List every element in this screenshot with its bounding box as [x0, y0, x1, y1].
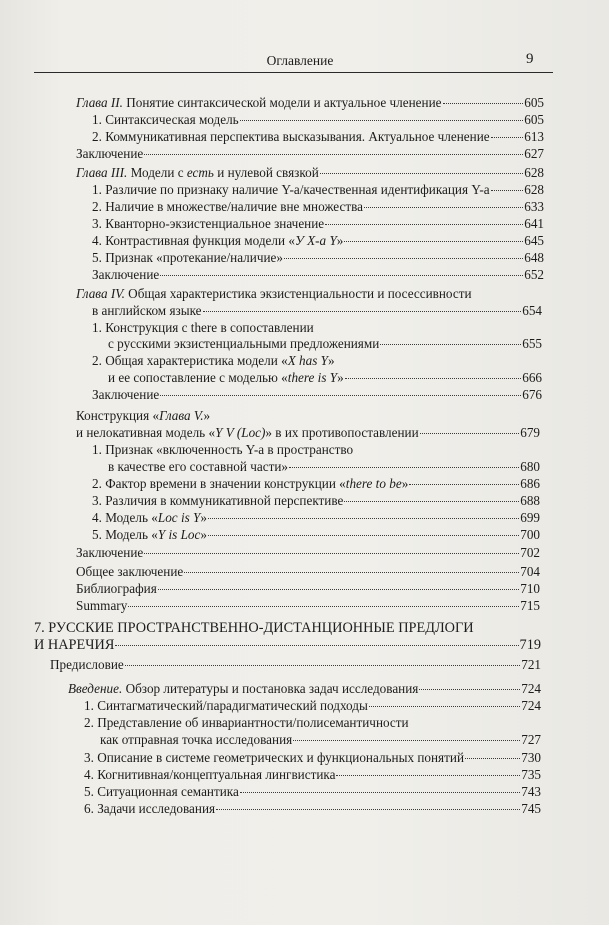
dot-leader: [144, 552, 519, 554]
toc-entry-text: 1. Различие по признаку наличие Y-а/качественная идентификация Y-а: [92, 182, 490, 197]
toc-page-number: 702: [520, 545, 540, 560]
toc-entry-title: [92, 476, 408, 492]
toc-entry-text: Библиография: [76, 581, 157, 596]
toc-entry-italic: Введение.: [68, 681, 123, 696]
toc-entry-text: Обзор литературы и постановка задач исследования: [122, 681, 419, 696]
toc-entry-title: [92, 320, 314, 335]
dot-leader: [336, 774, 520, 776]
dot-leader: [208, 534, 519, 536]
toc-entry-text: Заключение: [76, 146, 144, 161]
dot-leader: [203, 310, 522, 312]
toc-entry-title: [76, 408, 210, 423]
toc-entry-text: 4. Когнитивная/концептуальная лингвистика: [84, 767, 336, 782]
toc-page-number: 641: [524, 216, 544, 231]
toc-entry-text: 7. РУССКИЕ ПРОСТРАНСТВЕННО-ДИСТАНЦИОННЫЕ ПРЕДЛОГИ: [34, 620, 474, 636]
dot-leader: [369, 705, 520, 707]
toc-entry-text: 1. Синтаксическая модель: [92, 112, 239, 127]
toc-entry-text: 3. Кванторно-экзистенциальное значение: [92, 216, 325, 231]
toc-entry-italic: Глава IV.: [76, 286, 125, 301]
toc-entry-title: [100, 732, 292, 748]
toc-entry-text: »: [200, 527, 207, 542]
toc-entry-text: и нелокативная модель «: [76, 425, 216, 440]
dot-leader: [380, 343, 521, 345]
toc-entry-text: 5. Модель «: [92, 527, 158, 542]
toc-entry-title: [76, 165, 319, 181]
toc-entry-text: Общая характеристика экзистенциальности и посессивности: [124, 286, 472, 301]
toc-entry-title: [92, 303, 202, 319]
toc-entry-italic: Глава II.: [76, 95, 123, 110]
toc-entry-text: и ее сопоставление с моделью «: [108, 370, 288, 385]
toc-page-number: 724: [521, 681, 541, 696]
toc-entry-text: »: [401, 476, 409, 491]
toc-entry-title: [76, 564, 183, 580]
toc-page-number: 699: [520, 510, 540, 525]
toc-entry-text: 4. Контрастивная функция модели «: [92, 233, 295, 248]
dot-leader: [419, 688, 520, 690]
toc-entry-italic: Глава V.: [159, 408, 204, 423]
toc-entry-title: [108, 459, 288, 475]
toc-page-number: 688: [520, 493, 540, 508]
dot-leader: [325, 223, 523, 225]
toc-entry[interactable]: [92, 442, 353, 458]
dot-leader: [144, 153, 523, 155]
toc-entry-italic: there is Y: [287, 370, 338, 385]
toc-page-number: 627: [524, 146, 544, 161]
toc-entry[interactable]: [108, 459, 540, 475]
toc-entry[interactable]: [92, 267, 544, 283]
toc-entry[interactable]: [92, 233, 544, 249]
toc-entry-text: в качестве его составной части»: [108, 459, 289, 474]
toc-page-number: 743: [521, 784, 541, 799]
toc-entry-title: [84, 801, 215, 817]
toc-entry-title: [84, 767, 335, 783]
toc-entry[interactable]: [68, 681, 541, 697]
toc-entry-title: [92, 510, 207, 526]
dot-leader: [491, 189, 524, 191]
toc-entry-title: [76, 545, 143, 561]
toc-entry-text: 3. Описание в системе геометрических и функциональных понятий: [84, 750, 465, 765]
toc-entry-title: [92, 112, 239, 128]
toc-entry-text: »: [328, 353, 335, 368]
toc-entry-text: 6. Задачи исследования: [84, 801, 216, 816]
toc-entry-text: » в их противопоставлении: [265, 425, 419, 440]
dot-leader: [240, 119, 524, 121]
toc-entry[interactable]: [92, 112, 544, 128]
dot-leader: [115, 644, 518, 646]
toc-entry-title: [92, 442, 353, 457]
toc-entry[interactable]: [76, 286, 472, 302]
toc-entry-title: [76, 425, 419, 441]
toc-page-number: 680: [520, 459, 540, 474]
toc-entry-text: 4. Модель «: [92, 510, 158, 525]
toc-entry[interactable]: [92, 303, 542, 319]
toc-entry-italic: Глава III.: [76, 165, 128, 180]
dot-leader: [184, 571, 519, 573]
dot-leader: [160, 394, 521, 396]
toc-entry-title: [76, 286, 472, 301]
toc-entry-title: [68, 681, 418, 697]
toc-entry-title: [84, 784, 239, 800]
toc-entry-text: и нулевой связкой: [213, 165, 319, 180]
toc-page-number: 745: [521, 801, 541, 816]
toc-page-number: 704: [520, 564, 540, 579]
toc-entry-text: 2. Фактор времени в значении конструкции «: [92, 476, 346, 491]
toc-page-number: 605: [524, 95, 544, 110]
toc-page-number: 710: [520, 581, 540, 596]
toc-entry[interactable]: [92, 199, 544, 215]
toc-entry[interactable]: [92, 129, 544, 145]
dot-leader: [289, 466, 519, 468]
toc-entry-text: 2. Общая характеристика модели «: [92, 353, 288, 368]
toc-entry-text: Понятие синтаксической модели и актуальное членение: [122, 95, 442, 110]
toc-entry-italic: there to be: [345, 476, 402, 491]
toc-page-number: 654: [522, 303, 542, 318]
toc-entry[interactable]: [92, 216, 544, 232]
toc-entry[interactable]: [76, 408, 210, 424]
toc-entry-text: »: [337, 370, 344, 385]
dot-leader: [420, 432, 520, 434]
toc-entry-title: [92, 387, 159, 403]
toc-entry-text: Заключение: [76, 545, 144, 560]
toc-entry-text: Заключение: [92, 387, 160, 402]
toc-entry[interactable]: [34, 637, 541, 653]
toc-entry-italic: Y is Loc: [157, 527, 201, 542]
toc-entry-title: [84, 750, 464, 766]
toc-entry[interactable]: [84, 715, 409, 731]
toc-entry[interactable]: [76, 146, 544, 162]
toc-page-number: 652: [524, 267, 544, 282]
toc-page-number: 645: [524, 233, 544, 248]
toc-entry[interactable]: [76, 165, 544, 181]
toc-entry[interactable]: [92, 353, 335, 369]
toc-page-number: 613: [524, 129, 544, 144]
toc-entry[interactable]: [76, 598, 540, 614]
toc-page-number: 605: [524, 112, 544, 127]
toc-entry-text: 1. Конструкция с there в сопоставлении: [92, 320, 314, 335]
toc-entry-italic: Loc is Y: [157, 510, 201, 525]
toc-entry-italic: У Х-а Y: [294, 233, 337, 248]
toc-entry-title: [84, 698, 368, 714]
dot-leader: [364, 206, 523, 208]
toc-entry-title: [34, 620, 474, 636]
toc-entry-italic: Y V (Loc): [215, 425, 266, 440]
dot-leader: [344, 240, 523, 242]
toc-entry[interactable]: [92, 182, 544, 198]
toc-entry-text: Модели с: [127, 165, 187, 180]
toc-page-number: 628: [524, 165, 544, 180]
toc-entry-text: 2. Коммуникативная перспектива высказывания. Актуальное членение: [92, 129, 490, 144]
toc-entry[interactable]: [92, 250, 544, 266]
toc-page-number: 648: [524, 250, 544, 265]
toc-entry[interactable]: [108, 336, 542, 352]
toc-entry-title: [108, 336, 379, 352]
dot-leader: [208, 517, 519, 519]
toc-entry-title: [92, 129, 490, 145]
toc-entry-text: в английском языке: [92, 303, 202, 318]
toc-entry[interactable]: [84, 784, 541, 800]
dot-leader: [409, 483, 519, 485]
toc-entry-text: »: [336, 233, 344, 248]
toc-entry[interactable]: [76, 581, 540, 597]
running-header-title: Оглавление: [266, 53, 334, 68]
toc-page-number: 721: [521, 657, 541, 672]
dot-leader: [216, 808, 520, 810]
toc-page-number: 679: [520, 425, 540, 440]
toc-entry[interactable]: [108, 370, 542, 386]
toc-entry-text: И НАРЕЧИЯ: [34, 637, 115, 653]
toc-entry[interactable]: [76, 95, 544, 111]
toc-page-number: 727: [521, 732, 541, 747]
dot-leader: [293, 739, 520, 741]
toc-entry-title: [92, 527, 207, 543]
toc-entry[interactable]: [84, 698, 541, 714]
dot-leader: [491, 136, 524, 138]
toc-entry-text: »: [200, 510, 207, 525]
dot-leader: [284, 257, 523, 259]
toc-entry-title: [92, 493, 343, 509]
toc-entry-italic: есть: [186, 165, 214, 180]
toc-entry-title: [76, 146, 143, 162]
toc-entry[interactable]: [100, 732, 541, 748]
toc-entry-text: 3. Различия в коммуникативной перспективе: [92, 493, 344, 508]
toc-entry-title: [92, 216, 324, 232]
toc-page-number: 655: [522, 336, 542, 351]
toc-entry[interactable]: [50, 657, 541, 673]
toc-entry-title: [108, 370, 344, 386]
dot-leader: [240, 791, 520, 793]
toc-entry[interactable]: [76, 425, 540, 441]
toc-entry-title: [92, 353, 335, 368]
toc-entry-title: [76, 598, 127, 614]
toc-page-number: 633: [524, 199, 544, 214]
dot-leader: [125, 664, 520, 666]
toc-entry[interactable]: [76, 564, 540, 580]
toc-entry-text: »: [203, 408, 211, 423]
toc-entry[interactable]: [92, 387, 542, 403]
toc-entry[interactable]: [84, 767, 541, 783]
toc-entry-title: [92, 199, 363, 215]
toc-entry-title: [34, 637, 114, 653]
toc-entry-text: Заключение: [92, 267, 160, 282]
toc-entry-text: 2. Наличие в множестве/наличие вне множества: [92, 199, 364, 214]
toc-entry[interactable]: [92, 527, 540, 543]
dot-leader: [344, 500, 519, 502]
toc-page-number: 735: [521, 767, 541, 782]
toc-entry[interactable]: [34, 619, 474, 637]
toc-entry-text: 5. Признак «протекание/наличие»: [92, 250, 283, 265]
toc-entry-text: Summary: [76, 598, 128, 613]
toc-entry-italic: X has Y: [287, 353, 329, 368]
toc-page-number: 628: [524, 182, 544, 197]
toc-entry-title: [92, 182, 490, 198]
toc-page-number: 719: [519, 637, 541, 653]
dot-leader: [443, 102, 524, 104]
toc-entry[interactable]: [84, 801, 541, 817]
toc-entry-title: [92, 250, 283, 266]
toc-entry-title: [92, 267, 159, 283]
toc-entry-title: [76, 95, 442, 111]
toc-page-number: 676: [522, 387, 542, 402]
dot-leader: [320, 172, 523, 174]
toc-entry-text: Общее заключение: [76, 564, 184, 579]
toc-page-number: 724: [521, 698, 541, 713]
toc-page-number: 715: [520, 598, 540, 613]
toc-entry-title: [50, 657, 124, 673]
dot-leader: [158, 588, 519, 590]
dot-leader: [345, 377, 522, 379]
toc-entry[interactable]: [92, 320, 314, 336]
dot-leader: [465, 757, 520, 759]
toc-entry-text: Конструкция «: [76, 408, 160, 423]
toc-entry[interactable]: [92, 510, 540, 526]
toc-page-number: 730: [521, 750, 541, 765]
toc-entry-text: 1. Синтагматический/парадигматический подходы: [84, 698, 368, 713]
toc-entry-text: с русскими экзистенциальными предложениями: [108, 336, 380, 351]
dot-leader: [160, 274, 523, 276]
toc-entry[interactable]: [84, 750, 541, 766]
page-number: 9: [526, 51, 534, 67]
toc-entry-text: 5. Ситуационная семантика: [84, 784, 239, 799]
dot-leader: [128, 605, 519, 607]
toc-entry[interactable]: [76, 545, 540, 561]
toc-entry[interactable]: [92, 493, 540, 509]
toc-entry-title: [76, 581, 157, 597]
toc-entry-text: 1. Признак «включенность Y-а в пространство: [92, 442, 354, 457]
toc-entry-text: 2. Представление об инвариантности/полисемантичности: [84, 715, 409, 730]
toc-entry-title: [92, 233, 343, 249]
toc-page-number: 686: [520, 476, 540, 491]
toc-entry[interactable]: [92, 476, 540, 492]
toc-page-number: 666: [522, 370, 542, 385]
toc-entry-text: как отправная точка исследования: [100, 732, 293, 747]
toc-entry-title: [84, 715, 409, 730]
toc-page-number: 700: [520, 527, 540, 542]
toc-entry-text: Предисловие: [50, 657, 124, 672]
